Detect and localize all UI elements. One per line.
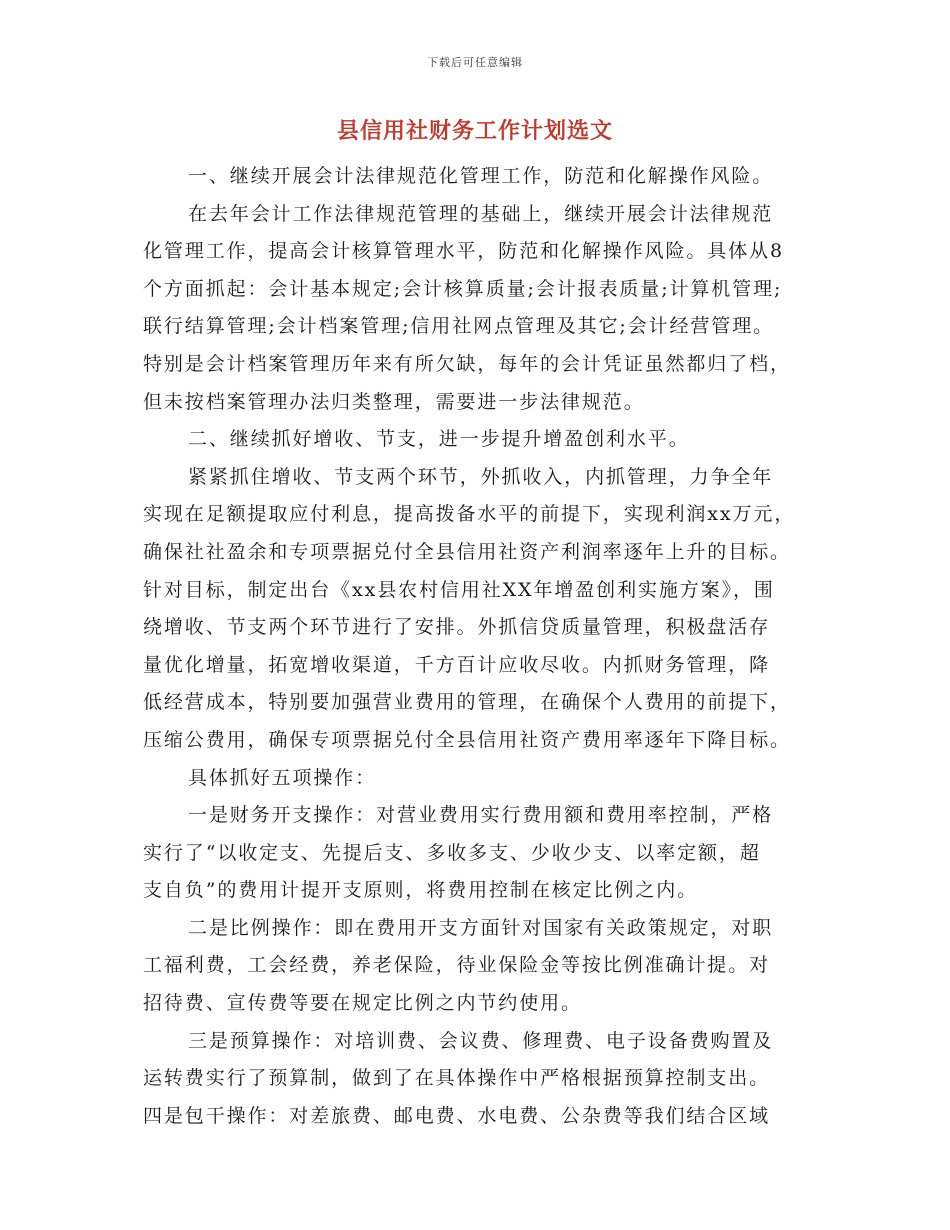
body-line: 针对目标，制定出台《xx县农村信用社XX年增盈创利实施方案》，围 — [143, 578, 775, 601]
body-line: 化管理工作，提高会计核算管理水平，防范和化解操作风险。具体从8 — [143, 240, 784, 263]
body-line: 绕增收、节支两个环节进行了安排。外抓信贷质量管理，积极盘活存 — [143, 616, 771, 639]
body-line: 确保社社盈余和专项票据兑付全县信用社资产利润率逐年上升的目标。 — [143, 540, 791, 563]
body-line: 实行了“以收定支、先提后支、多收多支、少收少支、以率定额，超 — [143, 841, 761, 864]
body-line: 三是预算操作：对培训费、会议费、修理费、电子设备费购置及 — [188, 1029, 774, 1052]
body-line: 运转费实行了预算制，做到了在具体操作中严格根据预算控制支出。 — [143, 1067, 771, 1090]
body-line: 实现在足额提取应付利息，提高拨备水平的前提下，实现利润xx万元， — [143, 503, 796, 526]
body-line: 二是比例操作：即在费用开支方面针对国家有关政策规定，对职 — [188, 916, 774, 939]
body-line: 四是包干操作：对差旅费、邮电费、水电费、公杂费等我们结合区域 — [143, 1104, 771, 1127]
body-line: 工福利费，工会经费，养老保险，待业保险金等按比例准确计提。对 — [143, 954, 771, 977]
body-line: 二、继续抓好增收、节支，进一步提升增盈创利水平。 — [188, 428, 690, 451]
body-line: 量优化增量，拓宽增收渠道，千方百计应收尽收。内抓财务管理，降 — [143, 653, 771, 676]
body-line: 低经营成本，特别要加强营业费用的管理，在确保个人费用的前提下， — [143, 691, 791, 714]
body-line: 在去年会计工作法律规范管理的基础上，继续开展会计法律规范 — [188, 202, 774, 225]
body-line: 具体抓好五项操作： — [188, 766, 377, 789]
body-line: 压缩公费用，确保专项票据兑付全县信用社资产费用率逐年下降目标。 — [143, 728, 791, 751]
body-line: 联行结算管理;会计档案管理;信用社网点管理及其它;会计经营管理。 — [143, 315, 775, 338]
body-line: 个方面抓起：会计基本规定;会计核算质量;会计报表质量;计算机管理; — [143, 277, 783, 300]
document-title: 县信用社财务工作计划选文 — [336, 118, 613, 144]
document-body — [143, 158, 823, 1135]
header-note: 下载后可任意编辑 — [427, 56, 523, 69]
body-line: 特别是会计档案管理历年来有所欠缺，每年的会计凭证虽然都归了档， — [143, 352, 791, 375]
body-line: 支自负”的费用计提开支原则，将费用控制在核定比例之内。 — [143, 879, 699, 902]
body-line: 一、继续开展会计法律规范化管理工作，防范和化解操作风险。 — [188, 165, 774, 187]
body-line: 紧紧抓住增收、节支两个环节，外抓收入，内抓管理，力争全年 — [188, 465, 774, 488]
body-line: 但未按档案管理办法归类整理，需要进一步法律规范。 — [143, 390, 645, 413]
body-line: 招待费、宣传费等要在规定比例之内节约使用。 — [143, 992, 582, 1015]
body-line: 一是财务开支操作：对营业费用实行费用额和费用率控制，严格 — [188, 804, 774, 827]
